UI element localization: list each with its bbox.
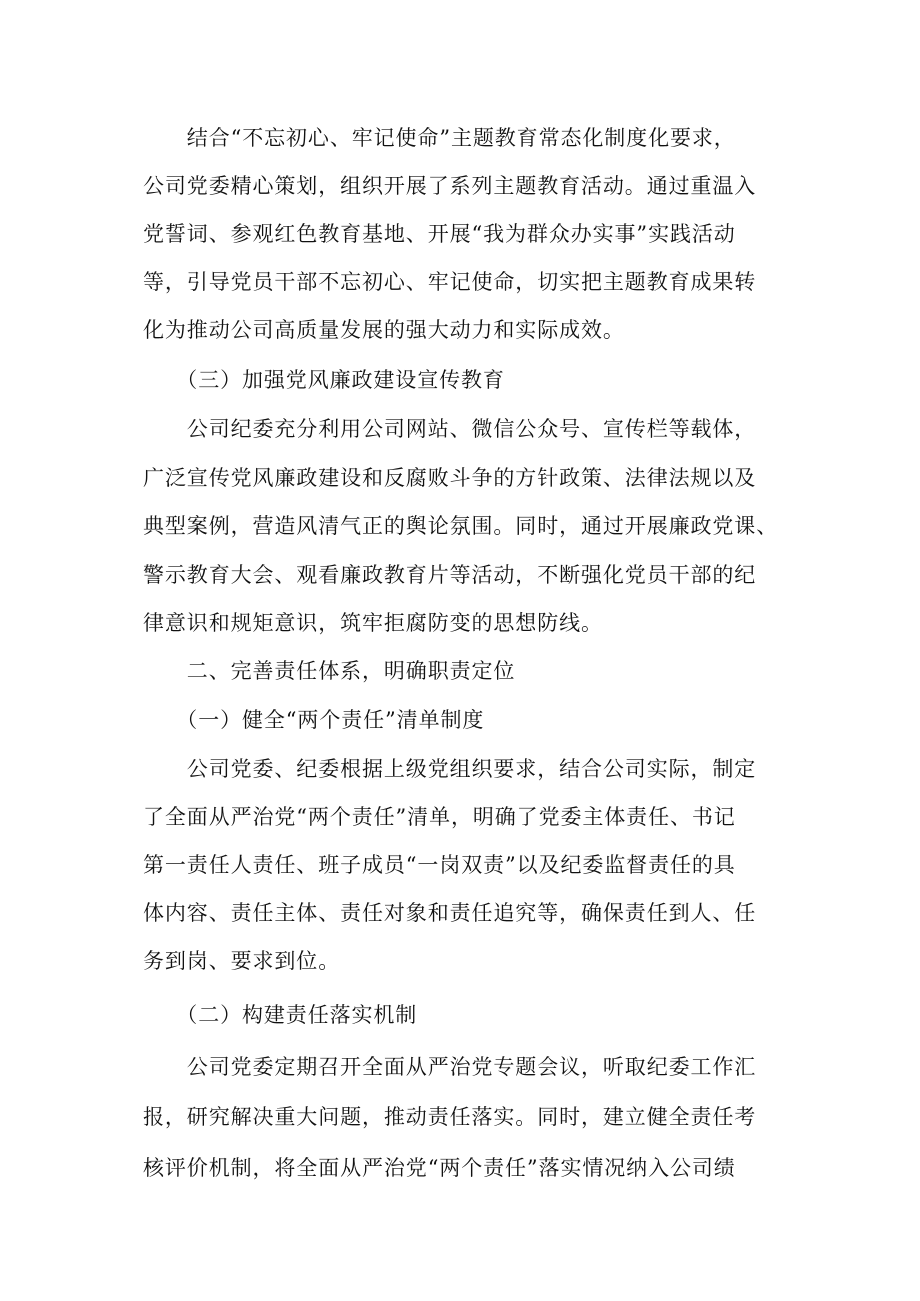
section-heading: 二、完善责任体系，明确职责定位 [143, 659, 516, 683]
paragraph-line: 公司党委、纪委根据上级党组织要求，结合公司实际，制定 [143, 757, 757, 781]
paragraph-line: 化为推动公司高质量发展的强大动力和实际成效。 [143, 318, 625, 342]
paragraph-line: 结合“不忘初心、牢记使命”主题教育常态化制度化要求， [143, 126, 736, 150]
paragraph-line: 公司党委精心策划，组织开展了系列主题教育活动。通过重温入 [143, 174, 757, 198]
section-heading: （一）健全“两个责任”清单制度 [143, 708, 485, 732]
paragraph-line: 律意识和规矩意识，筑牢拒腐防变的思想防线。 [143, 611, 603, 635]
paragraph-line: 核评价机制，将全面从严治党“两个责任”落实情况纳入公司绩 [143, 1156, 736, 1180]
section-heading: （三）加强党风廉政建设宣传教育 [143, 368, 505, 392]
paragraph-line: 体内容、责任主体、责任对象和责任追究等，确保责任到人、任 [143, 901, 757, 925]
paragraph-line: 了全面从严治党“两个责任”清单，明确了党委主体责任、书记 [143, 805, 736, 829]
paragraph-line: 广泛宣传党风廉政建设和反腐败斗争的方针政策、法律法规以及 [143, 466, 757, 490]
paragraph-line: 典型案例，营造风清气正的舆论氛围。同时，通过开展廉政党课、 [143, 514, 779, 538]
paragraph-line: 第一责任人责任、班子成员“一岗双责”以及纪委监督责任的具 [143, 853, 736, 877]
paragraph-line: 党誓词、参观红色教育基地、开展“我为群众办实事”实践活动 [143, 222, 736, 246]
paragraph-line: 报，研究解决重大问题，推动责任落实。同时，建立健全责任考 [143, 1105, 757, 1129]
paragraph-line: 等，引导党员干部不忘初心、牢记使命，切实把主题教育成果转 [143, 270, 757, 294]
paragraph-line: 警示教育大会、观看廉政教育片等活动，不断强化党员干部的纪 [143, 563, 757, 587]
section-heading: （二）构建责任落实机制 [143, 1003, 418, 1027]
paragraph-line: 公司党委定期召开全面从严治党专题会议，听取纪委工作汇 [143, 1055, 757, 1079]
paragraph-line: 务到岗、要求到位。 [143, 949, 341, 973]
paragraph-line: 公司纪委充分利用公司网站、微信公众号、宣传栏等载体， [143, 417, 757, 441]
